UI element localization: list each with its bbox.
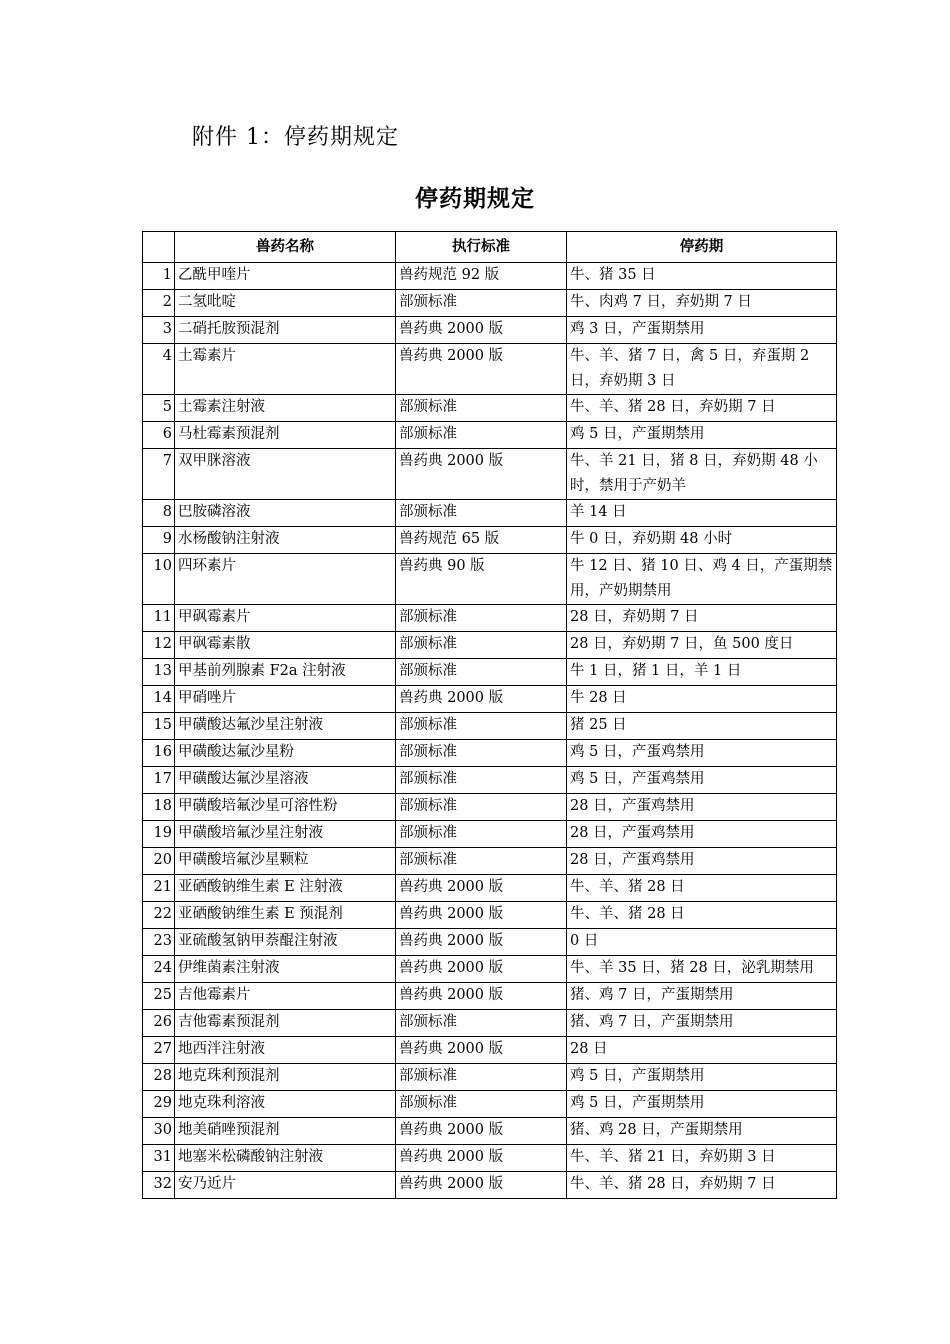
drug-name-cell: 伊维菌素注射液 <box>175 956 396 983</box>
standard-cell: 兽药典 2000 版 <box>396 983 567 1010</box>
row-number: 30 <box>143 1118 175 1145</box>
row-number: 6 <box>143 422 175 449</box>
table-row <box>143 767 837 794</box>
table-row <box>143 290 837 317</box>
withdrawal-cell: 鸡 5 日，产蛋鸡禁用 <box>567 740 837 767</box>
row-number: 21 <box>143 875 175 902</box>
table-row <box>143 1118 837 1145</box>
standard-cell: 兽药典 2000 版 <box>396 1037 567 1064</box>
withdrawal-cell: 猪、鸡 7 日，产蛋期禁用 <box>567 983 837 1010</box>
withdrawal-cell: 牛、羊、猪 21 日，弃奶期 3 日 <box>567 1145 837 1172</box>
row-number: 14 <box>143 686 175 713</box>
table-row <box>143 929 837 956</box>
standard-cell: 部颁标准 <box>396 848 567 875</box>
withdrawal-cell: 牛、羊、猪 28 日，弃奶期 7 日 <box>567 1172 837 1199</box>
standard-cell: 部颁标准 <box>396 422 567 449</box>
table-row <box>143 1010 837 1037</box>
row-number: 8 <box>143 500 175 527</box>
row-number: 16 <box>143 740 175 767</box>
withdrawal-cell: 猪 25 日 <box>567 713 837 740</box>
standard-cell: 兽药典 2000 版 <box>396 344 567 395</box>
drug-name-cell: 亚硫酸氢钠甲萘醌注射液 <box>175 929 396 956</box>
row-number: 13 <box>143 659 175 686</box>
header-standard: 执行标准 <box>396 232 567 263</box>
row-number: 9 <box>143 527 175 554</box>
table-row <box>143 1037 837 1064</box>
table-row <box>143 449 837 500</box>
table-row <box>143 344 837 395</box>
row-number: 20 <box>143 848 175 875</box>
standard-cell: 部颁标准 <box>396 713 567 740</box>
table-row <box>143 1145 837 1172</box>
withdrawal-cell: 牛、羊、猪 28 日，弃奶期 7 日 <box>567 395 837 422</box>
table-row <box>143 794 837 821</box>
drug-name-cell: 吉他霉素预混剂 <box>175 1010 396 1037</box>
table-row <box>143 875 837 902</box>
table-row <box>143 527 837 554</box>
withdrawal-cell: 猪、鸡 28 日，产蛋期禁用 <box>567 1118 837 1145</box>
table-row <box>143 956 837 983</box>
row-number: 22 <box>143 902 175 929</box>
withdrawal-cell: 0 日 <box>567 929 837 956</box>
table-row <box>143 632 837 659</box>
withdrawal-cell: 28 日，产蛋鸡禁用 <box>567 794 837 821</box>
drug-name-cell: 二氢吡啶 <box>175 290 396 317</box>
table-row <box>143 659 837 686</box>
standard-cell: 部颁标准 <box>396 767 567 794</box>
drug-name-cell: 甲基前列腺素 F2a 注射液 <box>175 659 396 686</box>
withdrawal-cell: 羊 14 日 <box>567 500 837 527</box>
row-number: 24 <box>143 956 175 983</box>
drug-name-cell: 吉他霉素片 <box>175 983 396 1010</box>
table-row <box>143 605 837 632</box>
table-row <box>143 848 837 875</box>
withdrawal-cell: 牛、羊、猪 7 日，禽 5 日，弃蛋期 2 日，弃奶期 3 日 <box>567 344 837 395</box>
withdrawal-cell: 28 日，弃奶期 7 日，鱼 500 度日 <box>567 632 837 659</box>
drug-name-cell: 乙酰甲喹片 <box>175 263 396 290</box>
standard-cell: 部颁标准 <box>396 395 567 422</box>
drug-name-cell: 土霉素注射液 <box>175 395 396 422</box>
standard-cell: 部颁标准 <box>396 500 567 527</box>
attachment-heading: 附件 1：停药期规定 <box>192 125 399 150</box>
row-number: 27 <box>143 1037 175 1064</box>
standard-cell: 兽药规范 92 版 <box>396 263 567 290</box>
standard-cell: 兽药典 2000 版 <box>396 902 567 929</box>
standard-cell: 兽药典 2000 版 <box>396 317 567 344</box>
withdrawal-cell: 牛 1 日，猪 1 日，羊 1 日 <box>567 659 837 686</box>
drug-name-cell: 水杨酸钠注射液 <box>175 527 396 554</box>
document-title: 停药期规定 <box>415 185 535 212</box>
row-number: 23 <box>143 929 175 956</box>
standard-cell: 兽药典 2000 版 <box>396 1172 567 1199</box>
standard-cell: 部颁标准 <box>396 659 567 686</box>
withdrawal-cell: 牛 28 日 <box>567 686 837 713</box>
row-number: 12 <box>143 632 175 659</box>
row-number: 10 <box>143 554 175 605</box>
withdrawal-cell: 28 日，弃奶期 7 日 <box>567 605 837 632</box>
drug-name-cell: 二硝托胺预混剂 <box>175 317 396 344</box>
withdrawal-cell: 鸡 5 日，产蛋期禁用 <box>567 1091 837 1118</box>
table-row <box>143 902 837 929</box>
drug-name-cell: 甲砜霉素散 <box>175 632 396 659</box>
withdrawal-cell: 28 日，产蛋鸡禁用 <box>567 848 837 875</box>
withdrawal-cell: 鸡 5 日，产蛋期禁用 <box>567 1064 837 1091</box>
row-number: 19 <box>143 821 175 848</box>
table-header <box>143 232 837 263</box>
table-row <box>143 317 837 344</box>
standard-cell: 兽药典 2000 版 <box>396 1145 567 1172</box>
drug-name-cell: 地美硝唑预混剂 <box>175 1118 396 1145</box>
row-number: 5 <box>143 395 175 422</box>
drug-name-cell: 地克珠利预混剂 <box>175 1064 396 1091</box>
standard-cell: 兽药规范 65 版 <box>396 527 567 554</box>
withdrawal-cell: 牛、肉鸡 7 日，弃奶期 7 日 <box>567 290 837 317</box>
table-row <box>143 686 837 713</box>
row-number: 7 <box>143 449 175 500</box>
drug-name-cell: 甲磺酸培氟沙星注射液 <box>175 821 396 848</box>
drug-name-cell: 土霉素片 <box>175 344 396 395</box>
standard-cell: 部颁标准 <box>396 740 567 767</box>
table-row <box>143 713 837 740</box>
table-row <box>143 1091 837 1118</box>
table-row <box>143 554 837 605</box>
withdrawal-cell: 牛、羊、猪 28 日 <box>567 902 837 929</box>
drug-name-cell: 地克珠利溶液 <box>175 1091 396 1118</box>
withdrawal-cell: 牛、羊 21 日，猪 8 日，弃奶期 48 小时，禁用于产奶羊 <box>567 449 837 500</box>
withdrawal-cell: 鸡 5 日，产蛋鸡禁用 <box>567 767 837 794</box>
withdrawal-cell: 牛 0 日，弃奶期 48 小时 <box>567 527 837 554</box>
standard-cell: 兽药典 2000 版 <box>396 449 567 500</box>
drug-name-cell: 马杜霉素预混剂 <box>175 422 396 449</box>
row-number: 17 <box>143 767 175 794</box>
header-withdrawal-period: 停药期 <box>567 232 837 263</box>
row-number: 15 <box>143 713 175 740</box>
standard-cell: 部颁标准 <box>396 1064 567 1091</box>
table-row <box>143 422 837 449</box>
row-number: 3 <box>143 317 175 344</box>
row-number: 4 <box>143 344 175 395</box>
standard-cell: 部颁标准 <box>396 794 567 821</box>
drug-name-cell: 甲磺酸达氟沙星注射液 <box>175 713 396 740</box>
row-number: 18 <box>143 794 175 821</box>
drug-name-cell: 巴胺磷溶液 <box>175 500 396 527</box>
drug-name-cell: 甲磺酸达氟沙星粉 <box>175 740 396 767</box>
table-row <box>143 740 837 767</box>
table-row <box>143 500 837 527</box>
table-row <box>143 821 837 848</box>
withdrawal-cell: 28 日，产蛋鸡禁用 <box>567 821 837 848</box>
standard-cell: 部颁标准 <box>396 290 567 317</box>
table-body <box>143 263 837 1199</box>
standard-cell: 兽药典 2000 版 <box>396 686 567 713</box>
drug-name-cell: 亚硒酸钠维生素 E 注射液 <box>175 875 396 902</box>
standard-cell: 兽药典 2000 版 <box>396 929 567 956</box>
drug-name-cell: 四环素片 <box>175 554 396 605</box>
drug-name-cell: 甲磺酸培氟沙星可溶性粉 <box>175 794 396 821</box>
withdrawal-cell: 牛、猪 35 日 <box>567 263 837 290</box>
withdrawal-cell: 鸡 3 日，产蛋期禁用 <box>567 317 837 344</box>
row-number: 2 <box>143 290 175 317</box>
table-row <box>143 983 837 1010</box>
withdrawal-cell: 牛 12 日、猪 10 日、鸡 4 日，产蛋期禁用，产奶期禁用 <box>567 554 837 605</box>
withdrawal-cell: 28 日 <box>567 1037 837 1064</box>
drug-name-cell: 甲硝唑片 <box>175 686 396 713</box>
table-header-row <box>143 232 837 263</box>
header-number <box>143 232 175 263</box>
standard-cell: 兽药典 2000 版 <box>396 875 567 902</box>
withdrawal-cell: 牛、羊、猪 28 日 <box>567 875 837 902</box>
drug-name-cell: 地塞米松磷酸钠注射液 <box>175 1145 396 1172</box>
row-number: 26 <box>143 1010 175 1037</box>
row-number: 25 <box>143 983 175 1010</box>
row-number: 28 <box>143 1064 175 1091</box>
drug-name-cell: 甲磺酸达氟沙星溶液 <box>175 767 396 794</box>
row-number: 31 <box>143 1145 175 1172</box>
drug-name-cell: 双甲脒溶液 <box>175 449 396 500</box>
standard-cell: 兽药典 90 版 <box>396 554 567 605</box>
drug-name-cell: 甲磺酸培氟沙星颗粒 <box>175 848 396 875</box>
header-drug-name: 兽药名称 <box>175 232 396 263</box>
standard-cell: 部颁标准 <box>396 632 567 659</box>
table-row <box>143 395 837 422</box>
row-number: 32 <box>143 1172 175 1199</box>
withdrawal-period-table <box>142 231 837 1199</box>
table-row <box>143 1172 837 1199</box>
drug-name-cell: 地西泮注射液 <box>175 1037 396 1064</box>
standard-cell: 部颁标准 <box>396 1010 567 1037</box>
withdrawal-cell: 猪、鸡 7 日，产蛋期禁用 <box>567 1010 837 1037</box>
table-row <box>143 1064 837 1091</box>
row-number: 11 <box>143 605 175 632</box>
drug-name-cell: 亚硒酸钠维生素 E 预混剂 <box>175 902 396 929</box>
drug-name-cell: 甲砜霉素片 <box>175 605 396 632</box>
row-number: 29 <box>143 1091 175 1118</box>
withdrawal-cell: 牛、羊 35 日，猪 28 日，泌乳期禁用 <box>567 956 837 983</box>
drug-name-cell: 安乃近片 <box>175 1172 396 1199</box>
standard-cell: 部颁标准 <box>396 605 567 632</box>
withdrawal-cell: 鸡 5 日，产蛋期禁用 <box>567 422 837 449</box>
standard-cell: 部颁标准 <box>396 1091 567 1118</box>
standard-cell: 兽药典 2000 版 <box>396 1118 567 1145</box>
row-number: 1 <box>143 263 175 290</box>
table-row <box>143 263 837 290</box>
standard-cell: 部颁标准 <box>396 821 567 848</box>
standard-cell: 兽药典 2000 版 <box>396 956 567 983</box>
